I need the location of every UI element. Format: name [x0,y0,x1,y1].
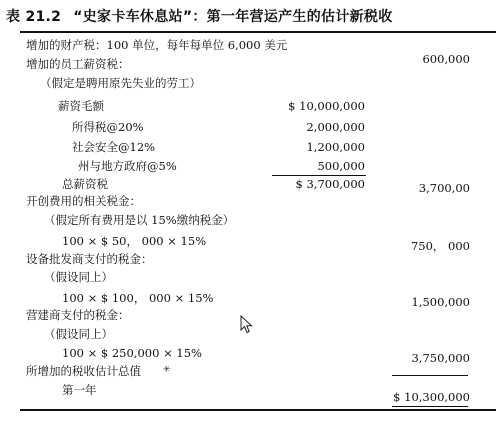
row-label: （假定所有费用是以 15%缴纳税金） [44,213,235,227]
row-label: 薪资毛额 [58,99,104,113]
row-label: （假设同上） [44,327,113,341]
bottom-rule [20,409,496,411]
total-underline [392,375,468,376]
row-label: 所增加的税收估计总值 [26,364,141,378]
row-value-right: 750， 000 [410,239,470,253]
table-title [6,6,393,26]
top-rule [20,31,496,33]
table-title-text: “史家卡车休息站”：第一年营运产生的估计新税收 [73,9,393,25]
mouse-cursor-icon [240,315,254,335]
row-label: 总薪资税 [62,177,108,191]
row-label: 营建商支付的税金： [26,308,130,322]
table-number: 表 21.2 [6,9,62,25]
row-label: 增加的财产税：100 单位，每年每单位 6,000 美元 [26,38,288,52]
row-value-right: 600,000 [422,52,470,66]
row-value-right: 3,700,00 [418,181,470,195]
row-value-mid: 1,200,000 [306,140,365,154]
row-value-mid: 500,000 [317,159,365,173]
row-label: 100 × $ 250,000 × 15% [62,346,202,360]
row-label: 所得税@20% [72,120,144,134]
total-double-underline-1 [392,406,468,407]
row-label: （假定是聘用原先失业的劳工） [40,76,201,90]
row-label: 增加的员工薪资税： [26,57,130,71]
scan-mark-icon: ✳ [163,365,171,375]
row-value-mid: 2,000,000 [306,120,365,134]
row-label: 开创费用的相关税金： [26,194,141,208]
row-label: 州与地方政府@5% [78,159,177,173]
row-label: 第一年 [62,383,97,397]
row-value-mid: $ 3,700,000 [295,177,365,191]
row-label: （假设同上） [44,270,113,284]
row-label: 社会安全@12% [72,140,156,154]
subtotal-underline [272,175,366,176]
row-value-right: $ 10,300,000 [393,390,470,404]
row-value-right: 3,750,000 [411,351,470,365]
row-value-mid: $ 10,000,000 [288,99,365,113]
row-label: 100 × $ 100， 000 × 15% [62,291,214,305]
row-value-right: 1,500,000 [411,295,470,309]
row-label: 设备批发商支付的税金： [26,252,153,266]
row-label: 100 × $ 50， 000 × 15% [62,234,207,248]
